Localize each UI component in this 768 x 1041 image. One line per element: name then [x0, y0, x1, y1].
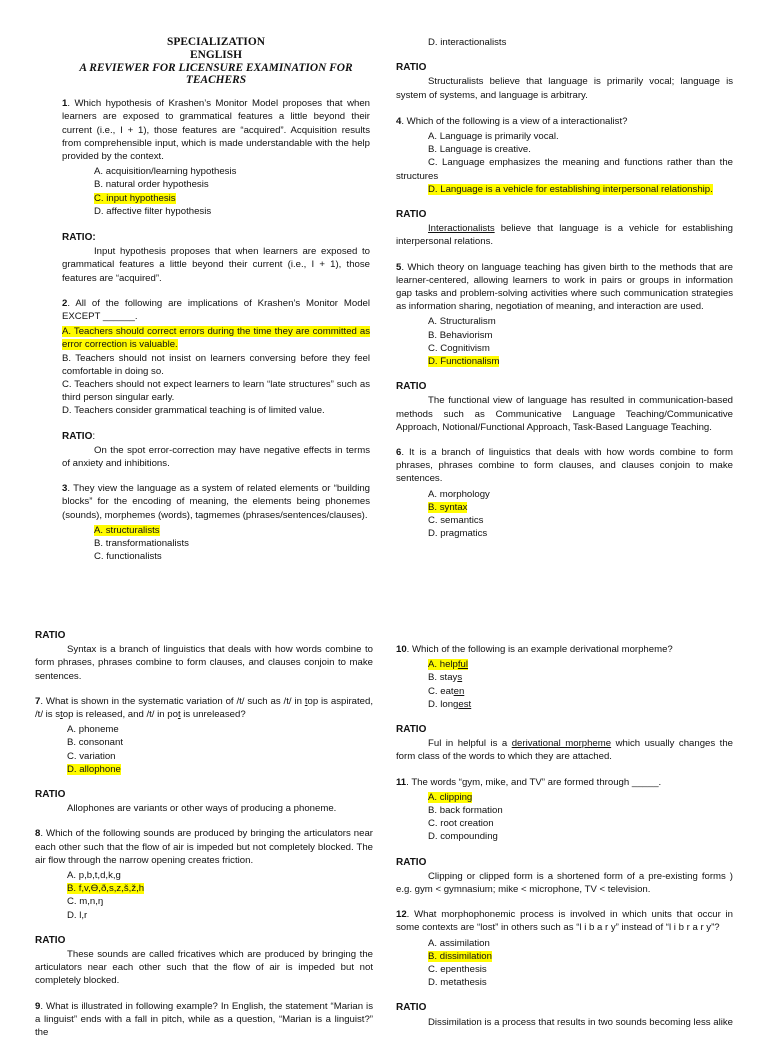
- answer-highlight: B. dissimilation: [428, 950, 492, 962]
- ratio-heading: RATIO: [396, 856, 427, 868]
- question-text: . What is illustrated in following example? In English, the statement “Marian is a linguist” ends with a fall in pitch, while as a question, “Marian is a linguist?” the: [35, 1000, 373, 1039]
- question-number: 7: [35, 695, 41, 707]
- question-text: op is aspirated, /t/ is s: [35, 695, 374, 721]
- question-3: [62, 482, 370, 522]
- ratio-heading: RATIO: [35, 630, 66, 641]
- answer-highlight: A. structuralists: [94, 524, 160, 536]
- ratio-text: Syntax is a branch of linguistics that deals with how words combine to form phrases, phrases combine to form clauses, and clauses conjoin to make sentences.: [35, 644, 373, 682]
- question-text: . What is shown in the systematic variation of /t/ such as /t/ in: [40, 695, 305, 707]
- header-line-3: A REVIEWER FOR LICENSURE EXAMINATION FOR: [79, 61, 353, 74]
- option: A. Structuralism: [428, 316, 496, 328]
- option: C. m,n,ŋ: [67, 896, 104, 908]
- question-8: [35, 827, 373, 867]
- ratio-heading: RATIO: [396, 1002, 427, 1014]
- question-number: 6: [396, 447, 402, 459]
- ratio-text: Dissimilation is a process that results in two sounds becoming less alike: [428, 1016, 733, 1028]
- page1-left-column: [62, 36, 370, 563]
- option: D. pragmatics: [428, 528, 488, 540]
- question-text: op is released, and /t/ in po: [62, 709, 178, 721]
- option-affix: ful: [457, 659, 469, 671]
- question-number: 10: [396, 644, 407, 655]
- answer-highlight: A. Teachers should correct errors during the time they are committed as error correction is valuable.: [62, 326, 370, 351]
- option: D. interactionalists: [428, 37, 507, 48]
- option: C. root creation: [428, 818, 494, 830]
- ratio-part: which usually changes the form class of the words to which they are attached.: [396, 738, 734, 763]
- option: C. Cognitivism: [428, 342, 490, 354]
- ratio-heading: RATIO: [396, 381, 427, 393]
- underlined-letter: t: [304, 695, 308, 707]
- option: C. epenthesis: [428, 964, 487, 976]
- question-number: 12: [396, 909, 407, 921]
- question-text: . They view the language as a system of related elements or “building blocks” for the encoding of meaning, the elements being phonemes (sounds), morphemes (words), tagmemes (phrases/sentences/clauses).: [62, 483, 370, 521]
- answer-highlight: B. f,v,Ɵ,ð,s,z,š,ž,h: [67, 883, 145, 895]
- ratio-heading: RATIO: [396, 62, 427, 74]
- option-stem: C. eat: [428, 685, 454, 697]
- question-10: [396, 643, 733, 656]
- ratio-text: These sounds are called fricatives which are produced by bringing the articulators near each other such that the flow of air is impeded but not completely blocked.: [35, 949, 373, 987]
- option: B. back formation: [428, 805, 503, 817]
- ratio-colon: :: [92, 430, 96, 442]
- ratio-text: [396, 222, 733, 248]
- answer-highlight: C. input hypothesis: [94, 192, 176, 204]
- ratio-text: Input hypothesis proposes that when learners are exposed to grammatical features a little beyond their current (i.e., I + 1), those features are “acquired”.: [62, 246, 370, 284]
- question-7: [35, 695, 373, 721]
- page2-left-column: [35, 629, 373, 1041]
- document-header: [62, 36, 370, 87]
- question-text: . Which theory on language teaching has given birth to the methods that are learner-centered, allowing learners to work in pairs or groups in information gap tasks and problem-solving activities where such communication strategies as information sharing, negotiation of meaning, and interaction are used.: [396, 261, 733, 313]
- ratio-heading: RATIO: [35, 789, 66, 801]
- option: A. Language is primarily vocal.: [428, 131, 559, 143]
- option: A. morphology: [428, 488, 490, 500]
- question-text: . It is a branch of linguistics that deals with how words combine to form phrases, phrases combine to form clauses, and clauses conjoin to make sentences.: [396, 447, 733, 485]
- ratio-text: Structuralists believe that language is primarily vocal; language is system of systems, and language is arbitrary.: [396, 76, 733, 101]
- underlined-letter: t: [177, 709, 181, 721]
- question-number: 3: [62, 483, 68, 495]
- ratio-underline: derivational morpheme: [511, 738, 612, 750]
- question-number: 2: [62, 297, 68, 309]
- header-line-1: SPECIALIZATION: [167, 36, 265, 48]
- answer-highlight: D. allophone: [67, 763, 121, 775]
- option: C. semantics: [428, 515, 484, 527]
- ratio-text: On the spot error-correction may have negative effects in terms of anxiety and inhibitions.: [62, 444, 370, 470]
- answer-highlight: [428, 659, 468, 670]
- question-11: [396, 776, 733, 789]
- ratio-heading: RATIO: [396, 724, 427, 736]
- answer-highlight: B. syntax: [428, 501, 468, 513]
- option-affix: est: [458, 698, 472, 710]
- question-12: [396, 908, 733, 934]
- option: D. Teachers consider grammatical teaching is of limited value.: [62, 405, 325, 417]
- page1-right-column: [396, 36, 733, 541]
- answer-highlight: D. Functionalism: [428, 356, 500, 368]
- page2-right-column: [396, 643, 733, 1038]
- ratio-heading: RATIO:: [62, 232, 96, 244]
- option: B. natural order hypothesis: [94, 179, 209, 191]
- question-number: 5: [396, 261, 402, 273]
- question-text: . What morphophonemic process is involved in which units that occur in some contexts are “lost” in others such as “l i b a r y” instead of “l i b r a r y”?: [396, 909, 733, 934]
- question-number: 1: [62, 98, 68, 110]
- ratio-text: Clipping or clipped form is a shortened form of a pre-existing forms ) e.g. gym < gymnasium; mike < microphone, TV < television.: [396, 870, 733, 896]
- ratio-heading: RATIO: [35, 934, 66, 946]
- option: B. Teachers should not insist on learners conversing before they feel comfortable in doing so.: [62, 352, 370, 377]
- option: D. metathesis: [428, 977, 487, 989]
- question-text: . The words “gym, mike, and TV” are formed through _____.: [406, 776, 662, 788]
- option-stem: B. stay: [428, 672, 458, 684]
- question-text: . All of the following are implications of Krashen’s Monitor Model EXCEPT ______.: [62, 297, 370, 323]
- answer-highlight: A. clipping: [428, 791, 473, 803]
- question-number: 11: [396, 776, 407, 788]
- question-5: [396, 261, 733, 314]
- question-text: is unreleased?: [180, 709, 246, 721]
- option: C. Language emphasizes the meaning and functions rather than the structures: [396, 157, 733, 182]
- question-2: [62, 297, 370, 323]
- question-text: . Which of the following sounds are produced by bringing the articulators near each other such that the flow of air is impeded but not completely blocked. The air flow through the narrow opening creates friction.: [35, 828, 373, 866]
- option: B. consonant: [67, 737, 124, 749]
- question-text: . Which of the following is an example derivational morpheme?: [406, 644, 673, 655]
- ratio-part: Ful in helpful is a: [428, 738, 512, 750]
- question-number: 4: [396, 115, 402, 127]
- question-text: . Which of the following is a view of a interactionalist?: [401, 115, 628, 127]
- question-6: [396, 446, 733, 486]
- option-affix: en: [453, 685, 465, 697]
- option: A. assimilation: [428, 937, 490, 949]
- ratio-heading: [62, 430, 370, 443]
- option: [396, 671, 733, 684]
- option: B. Behaviorism: [428, 329, 493, 341]
- option: A. phoneme: [67, 724, 119, 736]
- option: A. p,b,t,d,k,g: [67, 870, 121, 882]
- option: B. Language is creative.: [428, 144, 531, 156]
- option: D. compounding: [428, 831, 498, 843]
- question-9: [35, 1000, 373, 1040]
- ratio-text: The functional view of language has resulted in communication-based methods such as Communicative Language Teaching/Communicative Approach, Notional/Functional Approach, Task-Based Language Teaching.: [396, 395, 733, 433]
- option: D. affective filter hypothesis: [94, 205, 212, 217]
- header-line-2: ENGLISH: [190, 48, 242, 61]
- option: [396, 685, 733, 698]
- option: A. acquisition/learning hypothesis: [94, 166, 237, 178]
- answer-highlight: D. Language is a vehicle for establishing interpersonal relationship.: [428, 183, 713, 195]
- header-line-4: TEACHERS: [185, 74, 247, 87]
- option-affix: s: [457, 672, 463, 684]
- option: D. l,r: [67, 909, 88, 921]
- question-number: 9: [35, 1000, 41, 1012]
- ratio-rest: believe that language is a vehicle for establishing interpersonal relations.: [396, 223, 733, 248]
- option-stem: D. long: [428, 698, 459, 710]
- option: C. functionalists: [94, 551, 162, 563]
- question-text: . Which hypothesis of Krashen’s Monitor Model proposes that when learners are exposed to grammatical features a little beyond their current (i.e., I + 1), those features are “acquired”. Acquisition results from comprehensible input, which is made understandable with the help provided by the context.: [62, 98, 370, 162]
- option: [396, 698, 733, 711]
- option: B. transformationalists: [94, 538, 189, 550]
- option: C. variation: [67, 750, 116, 762]
- question-4: [396, 115, 733, 128]
- underlined-letter: t: [60, 709, 63, 721]
- ratio-text: [396, 737, 733, 763]
- ratio-heading: RATIO: [396, 209, 427, 221]
- option: C. Teachers should not expect learners to learn “late structures” such as third person singular early.: [62, 379, 370, 404]
- ratio-underline: Interactionalists: [428, 223, 495, 235]
- option-stem: A. help: [428, 659, 458, 671]
- question-number: 8: [35, 828, 41, 840]
- ratio-label: RATIO: [62, 430, 93, 442]
- question-1: [62, 97, 370, 163]
- ratio-text: Allophones are variants or other ways of producing a phoneme.: [67, 803, 337, 815]
